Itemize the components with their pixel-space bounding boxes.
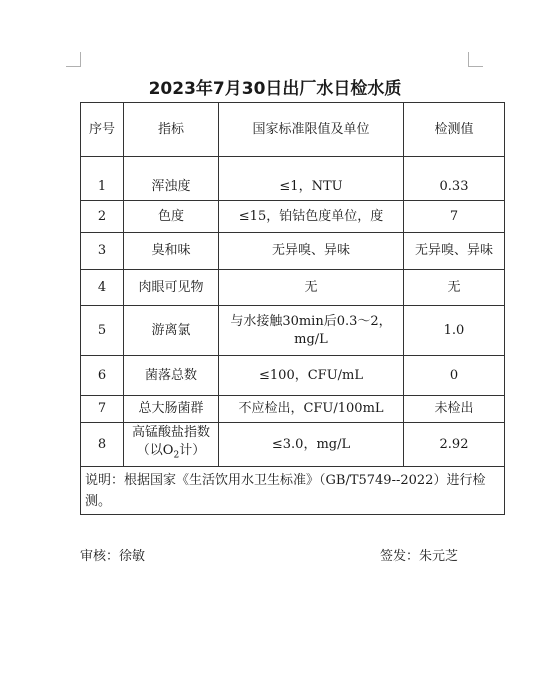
row-value: 0.33 <box>404 157 505 201</box>
row-item-name: 高锰酸盐指数 <box>131 425 210 441</box>
row-item: 肉眼可见物 <box>124 270 219 306</box>
row-limit: 不应检出，CFU/100mL <box>219 396 404 423</box>
row-limit: ≤3.0，mg/L <box>219 423 404 467</box>
row-number: 1 <box>81 157 124 201</box>
reviewer-signature: 审核：徐敏 <box>80 549 146 564</box>
row-number: 7 <box>81 396 124 423</box>
row-number: 3 <box>81 233 124 270</box>
row-item: 浑浊度 <box>124 157 219 201</box>
row-limit: 无异嗅、异味 <box>219 233 404 270</box>
header-cell: 国家标准限值及单位 <box>219 103 404 157</box>
row-limit: ≤1，NTU <box>219 157 404 201</box>
row-number: 4 <box>81 270 124 306</box>
water-quality-table <box>80 102 505 515</box>
document-title: 2023年7月30日出厂水日检水质 <box>148 79 402 99</box>
row-number: 5 <box>81 306 124 356</box>
row-item <box>124 423 219 467</box>
row-limit: ≤100，CFU/mL <box>219 356 404 396</box>
row-limit: 与水接触30min后0.3～2，mg/L <box>219 306 404 356</box>
row-value: 未检出 <box>404 396 505 423</box>
page-corner-mark-left <box>66 52 81 67</box>
row-item: 臭和味 <box>124 233 219 270</box>
table-row <box>81 157 505 201</box>
row-item: 总大肠菌群 <box>124 396 219 423</box>
page-corner-mark-right <box>468 52 483 67</box>
row-value: 2.92 <box>404 423 505 467</box>
table-row <box>81 356 505 396</box>
row-value: 无异嗅、异味 <box>404 233 505 270</box>
row-value: 0 <box>404 356 505 396</box>
issuer-signature: 签发：朱元芝 <box>380 549 459 564</box>
row-value: 7 <box>404 201 505 233</box>
table-row <box>81 423 505 467</box>
table-row <box>81 201 505 233</box>
row-value: 1.0 <box>404 306 505 356</box>
row-item: 菌落总数 <box>124 356 219 396</box>
table-row <box>81 233 505 270</box>
header-cell: 指标 <box>124 103 219 157</box>
row-item: 游离氯 <box>124 306 219 356</box>
row-limit: ≤15，铂钴色度单位，度 <box>219 201 404 233</box>
table-header-row <box>81 103 505 157</box>
header-cell: 检测值 <box>404 103 505 157</box>
header-cell: 序号 <box>81 103 124 157</box>
table-note-row <box>81 467 505 515</box>
table-row <box>81 396 505 423</box>
row-value: 无 <box>404 270 505 306</box>
table-note: 说明：根据国家《生活饮用水卫生标准》（GB/T5749--2022）进行检测。 <box>81 467 505 515</box>
row-item: 色度 <box>124 201 219 233</box>
table-row <box>81 270 505 306</box>
row-number: 6 <box>81 356 124 396</box>
row-number: 2 <box>81 201 124 233</box>
table-row <box>81 306 505 356</box>
row-limit: 无 <box>219 270 404 306</box>
row-item-note: （以$O_2$计） <box>136 443 206 461</box>
row-number: 8 <box>81 423 124 467</box>
